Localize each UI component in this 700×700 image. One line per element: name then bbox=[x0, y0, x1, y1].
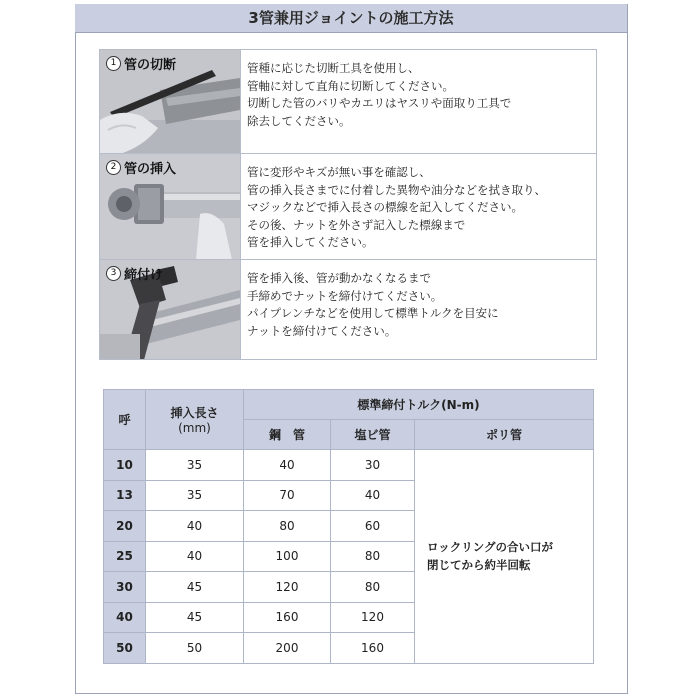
step-row-tighten bbox=[100, 260, 597, 360]
cell-pvc: 40 bbox=[331, 480, 415, 511]
cell-steel: 40 bbox=[244, 450, 331, 481]
cell-size: 13 bbox=[104, 480, 146, 511]
cell-length: 35 bbox=[146, 480, 244, 511]
poly-note-line: 閉じてから約半回転 bbox=[427, 558, 531, 573]
cell-steel: 120 bbox=[244, 572, 331, 603]
cell-pvc: 160 bbox=[331, 633, 415, 664]
cell-length: 45 bbox=[146, 602, 244, 633]
cell-pvc: 120 bbox=[331, 602, 415, 633]
procedure-steps bbox=[99, 49, 597, 360]
desc-line: 切断した管のバリやカエリはヤスリや面取り工具で bbox=[247, 96, 512, 110]
cell-size: 10 bbox=[104, 450, 146, 481]
cell-size: 30 bbox=[104, 572, 146, 603]
desc-line: ナットを締付けてください。 bbox=[247, 323, 397, 338]
step-row-cut bbox=[100, 50, 597, 154]
cell-steel: 100 bbox=[244, 541, 331, 572]
cell-pvc: 80 bbox=[331, 541, 415, 572]
step-title: 管の切断 bbox=[124, 58, 177, 73]
cell-poly-note bbox=[415, 450, 594, 664]
step-description-tighten bbox=[241, 260, 597, 360]
cell-pvc: 60 bbox=[331, 511, 415, 542]
cell-steel: 200 bbox=[244, 633, 331, 664]
header-steel-pipe: 鋼 管 bbox=[244, 420, 331, 450]
step-title: 締付け bbox=[124, 268, 164, 283]
header-size: 呼 bbox=[104, 390, 146, 450]
header-standard-torque: 標準締付トルク(N-m) bbox=[244, 390, 594, 420]
step-photo-tighten bbox=[100, 260, 241, 360]
cell-size: 20 bbox=[104, 511, 146, 542]
desc-line: 管に変形やキズが無い事を確認し、 bbox=[247, 165, 431, 179]
torque-spec-table bbox=[103, 389, 594, 664]
header-poly-pipe: ポリ管 bbox=[415, 420, 594, 450]
cell-length: 45 bbox=[146, 572, 244, 603]
step-number-badge: 1 bbox=[106, 56, 121, 71]
cell-steel: 160 bbox=[244, 602, 331, 633]
desc-line: 手締めでナットを締付けてください。 bbox=[247, 288, 443, 303]
page-title: 3管兼用ジョイントの施工方法 bbox=[248, 9, 454, 27]
poly-note-line: ロックリングの合い口が bbox=[427, 540, 554, 555]
step-number-badge: 3 bbox=[106, 266, 121, 281]
cell-size: 25 bbox=[104, 541, 146, 572]
step-description-insert bbox=[241, 154, 597, 260]
header-insertion-length bbox=[146, 390, 244, 450]
desc-line: 管の挿入長さまでに付着した異物や油分などを拭き取り、 bbox=[247, 182, 546, 197]
header-insertion-length-label: 挿入長さ bbox=[170, 406, 219, 420]
step-description-cut bbox=[241, 50, 597, 154]
step-label-insert bbox=[106, 158, 176, 177]
step-title: 管の挿入 bbox=[124, 162, 177, 177]
desc-line: 管軸に対して直角に切断してください。 bbox=[247, 78, 454, 93]
desc-line: 管を挿入してください。 bbox=[247, 235, 374, 249]
cell-steel: 80 bbox=[244, 511, 331, 542]
desc-line: その後、ナットを外さず記入した標線まで bbox=[247, 217, 466, 232]
desc-line: 除去してください。 bbox=[247, 113, 351, 128]
table-header-row bbox=[104, 390, 594, 420]
cell-steel: 70 bbox=[244, 480, 331, 511]
desc-line: 管種に応じた切断工具を使用し、 bbox=[247, 61, 420, 75]
cell-length: 40 bbox=[146, 541, 244, 572]
header-pvc-pipe: 塩ビ管 bbox=[331, 420, 415, 450]
cell-length: 40 bbox=[146, 511, 244, 542]
desc-line: パイプレンチなどを使用して標準トルクを目安に bbox=[247, 306, 499, 320]
step-label-cut bbox=[106, 54, 176, 73]
table-row bbox=[104, 450, 594, 481]
cell-pvc: 80 bbox=[331, 572, 415, 603]
title-bar bbox=[75, 4, 627, 33]
step-row-insert bbox=[100, 154, 597, 260]
cell-pvc: 30 bbox=[331, 450, 415, 481]
header-insertion-length-unit: (mm) bbox=[178, 421, 211, 435]
step-label-tighten bbox=[106, 264, 163, 283]
cell-size: 40 bbox=[104, 602, 146, 633]
desc-line: 管を挿入後、管が動かなくなるまで bbox=[247, 271, 431, 285]
desc-line: マジックなどで挿入長さの標線を記入してください。 bbox=[247, 200, 523, 214]
step-number-badge: 2 bbox=[106, 160, 121, 175]
cell-length: 50 bbox=[146, 633, 244, 664]
cell-length: 35 bbox=[146, 450, 244, 481]
cell-size: 50 bbox=[104, 633, 146, 664]
step-photo-cut bbox=[100, 50, 241, 154]
step-photo-insert bbox=[100, 154, 241, 260]
